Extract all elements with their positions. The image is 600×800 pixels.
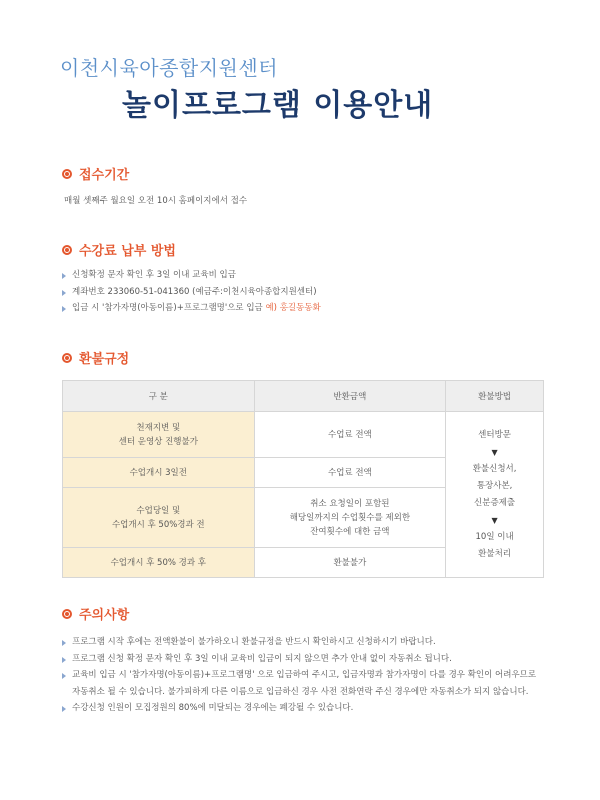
refund-heading xyxy=(62,348,129,367)
note-text: 프로그램 시작 후에는 전액환불이 불가하오니 환불규정을 반드시 확인하시고 신청하시기 바랍니다. xyxy=(72,637,436,647)
list-item xyxy=(62,667,542,700)
refund-amount xyxy=(254,458,446,488)
target-icon xyxy=(62,169,72,179)
amount-line: 해당일까지의 수업횟수를 제외한 xyxy=(289,512,411,523)
notes-heading xyxy=(62,604,129,623)
reception-text: 매월 셋째주 월요일 오전 10시 홈페이지에서 접수 xyxy=(64,196,248,206)
refund-category xyxy=(63,488,255,548)
category-line: 수업개시 후 50%경과 전 xyxy=(111,519,205,530)
list-item xyxy=(62,651,542,668)
table-row xyxy=(63,412,544,458)
refund-amount xyxy=(254,548,446,578)
refund-title: 환불규정 xyxy=(79,352,130,367)
refund-category xyxy=(63,412,255,458)
down-arrow-icon: ▼ xyxy=(491,515,498,525)
note-text: 교육비 입금 시 '참가자명(아동이름)+프로그램명' 으로 입금하여 주시고, 입금자명과 참가자명이 다를 경우 확인이 어려우므로 자동취소 될 수 있습니다. 불가피하게 다른 이름으로 입금하신 경우 사전 전화연락 주신 경우에만 자동취소가 되지 않습니다. xyxy=(72,670,537,697)
reception-title: 접수기간 xyxy=(79,168,130,183)
refund-table xyxy=(62,380,544,578)
page-title: 놀이프로그램 이용안내 xyxy=(122,88,434,123)
amount-line: 수업료 전액 xyxy=(328,467,372,478)
list-item xyxy=(62,634,542,651)
category-line: 센터 운영상 진행불가 xyxy=(118,436,198,447)
notes-title: 주의사항 xyxy=(79,608,130,623)
table-header-row xyxy=(63,381,544,412)
refund-method xyxy=(446,412,544,578)
refund-amount xyxy=(254,412,446,458)
method-step: 신분증제출 xyxy=(474,497,516,508)
payment-item-text: 신청확정 문자 확인 후 3일 이내 교육비 입금 xyxy=(72,270,236,280)
refund-category xyxy=(63,548,255,578)
amount-line: 수업료 전액 xyxy=(328,429,372,440)
column-header: 반환금액 xyxy=(254,381,446,412)
category-line: 수업당일 및 xyxy=(136,505,181,516)
bullet-arrow-icon xyxy=(62,657,66,663)
note-text: 수강신청 인원이 모집정원의 80%에 미달되는 경우에는 폐강될 수 있습니다. xyxy=(72,703,354,713)
column-header: 구 분 xyxy=(63,381,255,412)
header xyxy=(60,52,278,81)
reception-heading xyxy=(62,164,129,183)
category-line: 수업개시 3일전 xyxy=(129,467,187,478)
target-icon xyxy=(62,353,72,363)
target-icon xyxy=(62,245,72,255)
refund-amount xyxy=(254,488,446,548)
amount-line: 취소 요청일이 포함된 xyxy=(310,498,390,509)
list-item xyxy=(62,267,321,284)
list-item xyxy=(62,700,542,717)
method-step: 10일 이내 xyxy=(475,531,514,542)
payment-item-text: 계좌번호 233060-51-041360 (예금주:이천시육아종합지원센터) xyxy=(72,286,317,297)
column-header: 환불방법 xyxy=(446,381,544,412)
bullet-arrow-icon xyxy=(62,673,66,679)
payment-item-text: 입금 시 '참가자명(아동이름)+프로그램명'으로 입금 xyxy=(72,303,266,313)
method-step: 환불신청서, xyxy=(472,463,517,474)
bullet-arrow-icon xyxy=(62,273,66,279)
bullet-arrow-icon xyxy=(62,640,66,646)
category-line: 천재지변 및 xyxy=(136,422,181,433)
bullet-arrow-icon xyxy=(62,290,66,296)
method-step: 센터방문 xyxy=(478,429,512,440)
list-item xyxy=(62,300,321,317)
method-step: 통장사본, xyxy=(476,480,513,491)
bullet-arrow-icon xyxy=(62,306,66,312)
notes-list xyxy=(62,634,542,717)
payment-example: 예) 홍길동동화 xyxy=(265,303,321,313)
target-icon xyxy=(62,609,72,619)
payment-list xyxy=(62,267,321,317)
down-arrow-icon: ▼ xyxy=(491,447,498,457)
method-step: 환불처리 xyxy=(478,548,512,559)
note-text: 프로그램 신청 확정 문자 확인 후 3일 이내 교육비 입금이 되지 않으면 추가 안내 없이 자동취소 됩니다. xyxy=(72,653,452,664)
list-item xyxy=(62,284,321,301)
category-line: 수업개시 후 50% 경과 후 xyxy=(110,557,206,568)
refund-category xyxy=(63,458,255,488)
bullet-arrow-icon xyxy=(62,706,66,712)
payment-heading xyxy=(62,240,176,259)
amount-line: 잔여횟수에 대한 금액 xyxy=(310,526,390,537)
center-name: 이천시육아종합지원센터 xyxy=(60,56,279,80)
amount-line: 환불불가 xyxy=(333,557,367,568)
payment-title: 수강료 납부 방법 xyxy=(79,244,176,259)
